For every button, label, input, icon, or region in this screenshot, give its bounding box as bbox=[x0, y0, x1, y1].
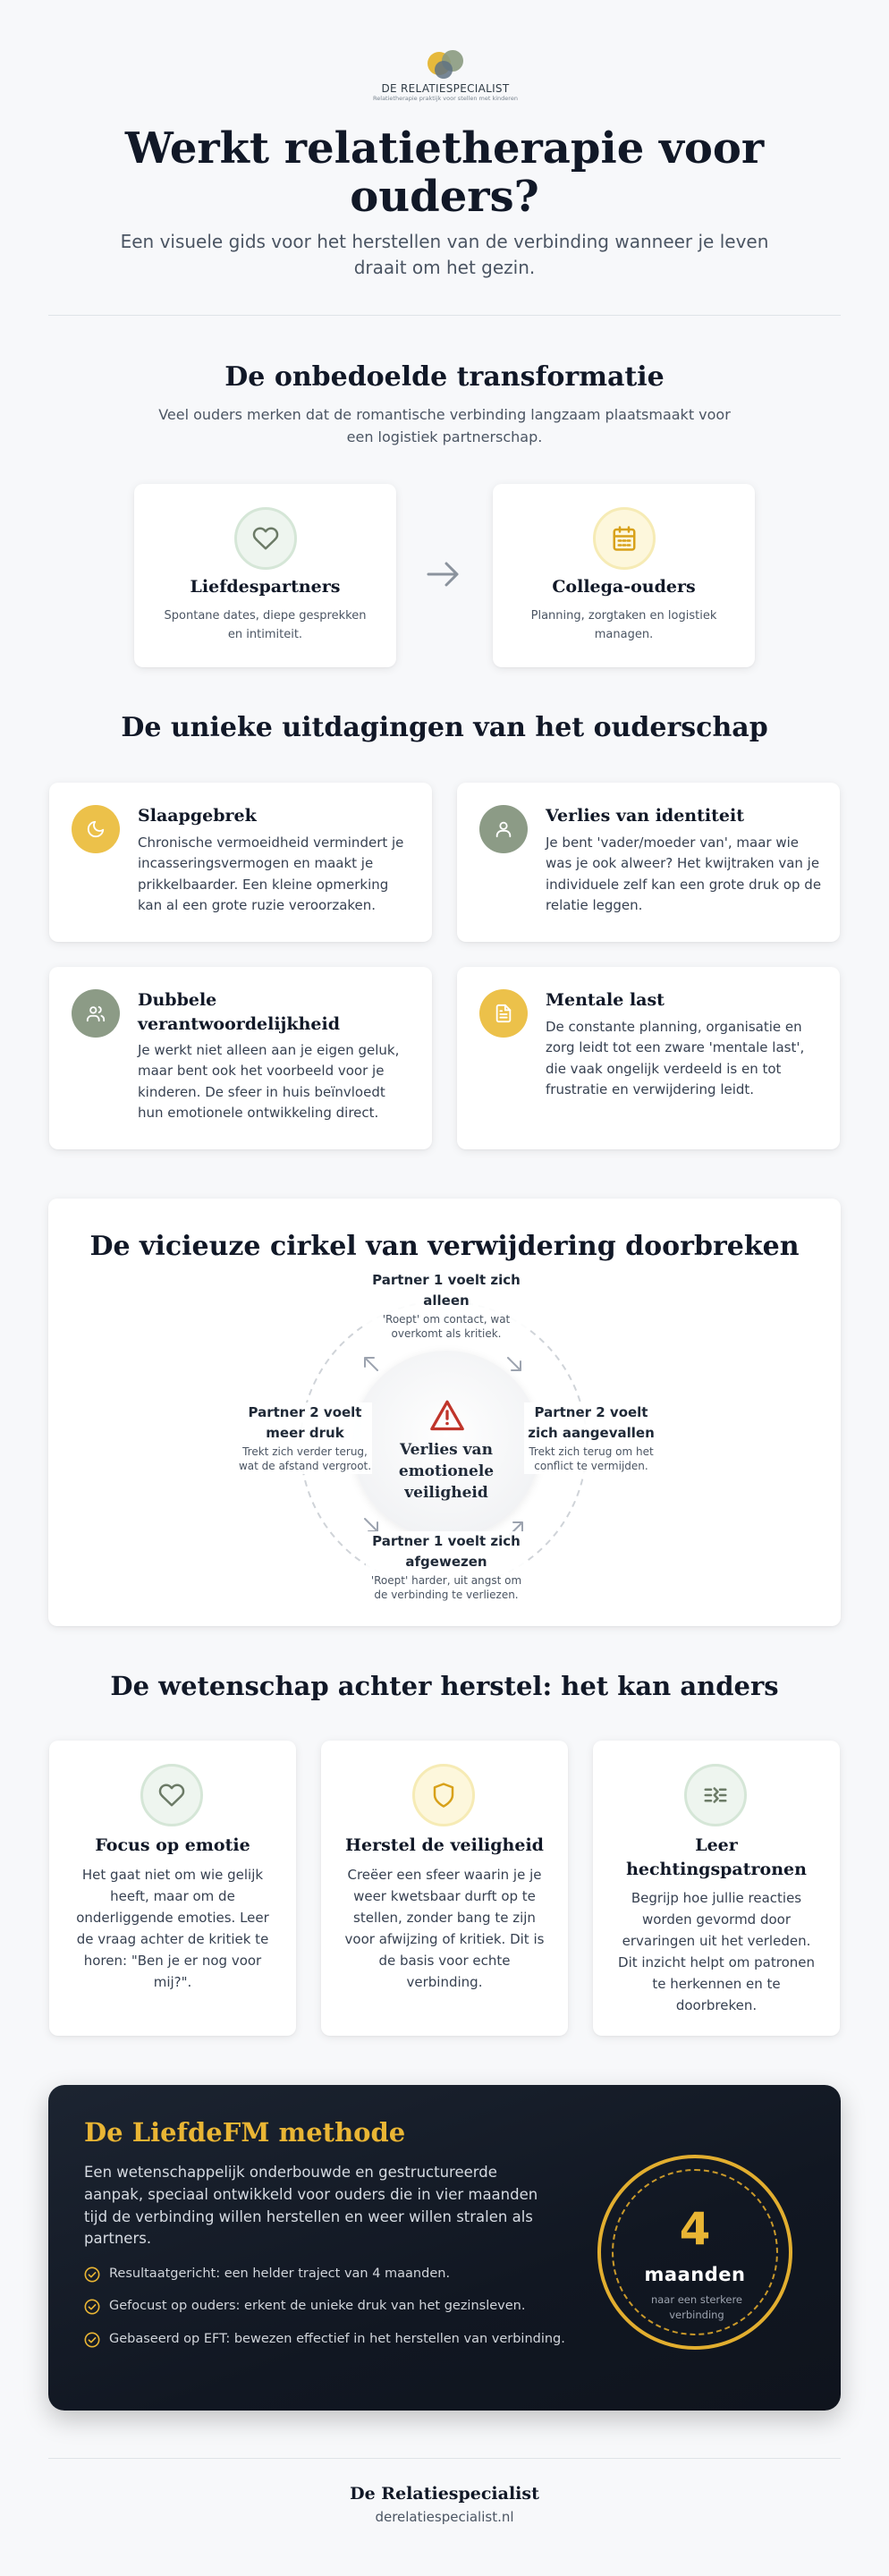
transformation-title: De onbedoelde transformatie bbox=[224, 361, 665, 393]
method-panel bbox=[48, 2085, 841, 2411]
science-card-emotion bbox=[49, 1741, 296, 2036]
method-point bbox=[84, 2264, 585, 2284]
cycle-node-text: Trekt zich terug om het conflict te vermijden. bbox=[529, 1445, 654, 1473]
science-card-title: Herstel de veiligheid bbox=[345, 1835, 544, 1855]
cycle-center-label: Verlies van emotionele veiligheid bbox=[398, 1441, 495, 1502]
card-coparents bbox=[493, 484, 755, 667]
method-point-text: Resultaatgericht: een helder traject van 4 maanden. bbox=[109, 2267, 451, 2281]
method-point bbox=[84, 2329, 585, 2349]
check-circle-icon bbox=[84, 2332, 100, 2348]
badge-number: 4 bbox=[679, 2203, 711, 2255]
cycle-node-alone bbox=[366, 1270, 527, 1342]
method-points bbox=[84, 2264, 585, 2361]
footer-link[interactable]: derelatiespecialist.nl bbox=[375, 2509, 514, 2525]
science-card-safety bbox=[321, 1741, 568, 2036]
cycle-node-text: 'Roept' harder, uit angst om de verbinding te verliezen. bbox=[370, 1573, 522, 1602]
check-circle-icon bbox=[84, 2299, 100, 2315]
cycle-node-text: Trekt zich verder terug, wat de afstand vergroot. bbox=[238, 1445, 372, 1473]
warning-icon bbox=[429, 1399, 465, 1431]
science-card-text: Begrijp hoe jullie reacties worden gevormd door ervaringen uit het verleden. Dit inzicht helpt om patronen te herkennen en te doorbreken. bbox=[618, 1890, 815, 2013]
heart-icon bbox=[140, 1764, 203, 1826]
cycle-arrow-icon bbox=[508, 1358, 521, 1370]
science-card-title: Focus op emotie bbox=[95, 1835, 250, 1855]
cycle-node-title: Partner 2 voelt zich aangevallen bbox=[528, 1404, 655, 1442]
science-card-text: Creëer een sfeer waarin je je weer kwetsbaar durft op te stellen, zonder bang te zijn voor afwijzing of kritiek. Dit is de basis voor echte verbinding. bbox=[344, 1867, 545, 1990]
shield-icon bbox=[412, 1764, 475, 1826]
cycle-arrow-icon bbox=[365, 1519, 377, 1531]
arrow-right-icon bbox=[423, 556, 464, 592]
badge-unit: maanden bbox=[644, 2264, 746, 2285]
moon-icon bbox=[72, 805, 120, 853]
divider bbox=[48, 2458, 841, 2459]
cycle-arrow-icon bbox=[365, 1358, 377, 1370]
cycle-node-title: Partner 1 voelt zich afgewezen bbox=[372, 1533, 521, 1571]
challenge-mental-load bbox=[457, 967, 840, 1149]
card-love-partners bbox=[134, 484, 396, 667]
challenge-title: Mentale last bbox=[546, 990, 665, 1010]
card-title: Collega-ouders bbox=[552, 577, 696, 597]
method-point-text: Gebaseerd op EFT: bewezen effectief in het herstellen van verbinding. bbox=[109, 2331, 565, 2346]
divider bbox=[48, 315, 841, 316]
brand-logo[interactable] bbox=[368, 48, 522, 106]
challenge-title: Dubbele verantwoordelijkheid bbox=[138, 990, 341, 1034]
challenge-title: Verlies van identiteit bbox=[546, 806, 744, 826]
card-text: Spontane dates, diepe gesprekken en intimiteit. bbox=[164, 609, 367, 641]
duration-badge bbox=[597, 2155, 792, 2350]
cycle-card bbox=[48, 1199, 841, 1626]
transformation-subtitle: Veel ouders merken dat de romantische verbinding langzaam plaatsmaakt voor een logistiek partnerschap. bbox=[158, 406, 731, 445]
heart-icon bbox=[234, 507, 297, 570]
users-icon bbox=[72, 989, 120, 1038]
cycle-node-title: Partner 1 voelt zich alleen bbox=[372, 1272, 521, 1309]
challenge-title: Slaapgebrek bbox=[138, 806, 257, 826]
challenge-responsibility bbox=[49, 967, 432, 1149]
science-card-text: Het gaat niet om wie gelijk heeft, maar om de onderliggende emoties. Leer de vraag achter de kritiek te horen: "Ben je er nog voor mij?". bbox=[76, 1867, 269, 1990]
page-title: Werkt relatietherapie voor ouders? bbox=[124, 123, 765, 222]
calendar-icon bbox=[593, 507, 656, 570]
cycle-center bbox=[352, 1351, 540, 1538]
badge-text: naar een sterkere verbinding bbox=[650, 2293, 743, 2322]
method-intro: Een wetenschappelijk onderbouwde en gestructureerde aanpak, speciaal ontwikkeld voor ouders die in vier maanden tijd de verbinding willen herstellen en weer willen stralen als partners. bbox=[84, 2164, 538, 2248]
challenge-text: Je werkt niet alleen aan je eigen geluk, maar bent ook het voorbeeld voor je kinderen. De sfeer in huis beïnvloedt hun emotionele ontwikkeling direct. bbox=[138, 1042, 400, 1121]
document-icon bbox=[479, 989, 528, 1038]
cycle-title: De vicieuze cirkel van verwijdering doorbreken bbox=[89, 1231, 800, 1262]
science-card-attachment bbox=[593, 1741, 840, 2036]
cycle-node-text: 'Roept' om contact, wat overkomt als kritiek. bbox=[382, 1312, 511, 1341]
user-icon bbox=[479, 805, 528, 853]
card-title: Liefdespartners bbox=[190, 577, 341, 597]
cycle-node-rejected bbox=[366, 1531, 527, 1603]
pattern-icon bbox=[684, 1764, 747, 1826]
footer-name: De Relatiespecialist bbox=[350, 2484, 539, 2504]
duration-badge-inner bbox=[612, 2169, 778, 2335]
logo-tagline: Relatietherapie praktijk voor stellen met kinderen bbox=[373, 95, 518, 102]
method-point-text: Gefocust op ouders: erkent de unieke druk van het gezinsleven. bbox=[109, 2299, 526, 2314]
science-title: De wetenschap achter herstel: het kan anders bbox=[110, 1671, 779, 1701]
cycle-node-pressure bbox=[238, 1402, 372, 1474]
challenge-identity bbox=[457, 783, 840, 942]
cycle-node-title: Partner 2 voelt meer druk bbox=[248, 1404, 362, 1442]
logo-mark bbox=[419, 48, 472, 80]
challenge-sleep bbox=[49, 783, 432, 942]
method-title: De LiefdeFM methode bbox=[84, 2117, 406, 2148]
challenges-title: De unieke uitdagingen van het ouderschap bbox=[121, 712, 768, 743]
challenge-text: De constante planning, organisatie en zorg leidt tot een zware 'mentale last', die vaak ongelijk verdeeld is en tot frustratie en verwijdering leidt. bbox=[546, 1019, 805, 1097]
card-text: Planning, zorgtaken en logistiek managen. bbox=[530, 609, 717, 641]
method-point bbox=[84, 2296, 585, 2316]
page-subtitle: Een visuele gids voor het herstellen van de verbinding wanneer je leven draait om het gezin. bbox=[120, 231, 769, 278]
cycle-node-attacked bbox=[524, 1402, 658, 1474]
challenge-text: Chronische vermoeidheid vermindert je incasseringsvermogen en maakt je prikkelbaarder. Een kleine opmerking kan al een grote ruzie veroorzaken. bbox=[138, 835, 404, 913]
challenge-text: Je bent 'vader/moeder van', maar wie was je ook alweer? Het kwijtraken van je individuele zelf kan een grote druk op de relatie leggen. bbox=[546, 835, 822, 913]
logo-name: DE RELATIESPECIALIST bbox=[381, 82, 510, 95]
check-circle-icon bbox=[84, 2267, 100, 2283]
science-card-title: Leer hechtingspatronen bbox=[626, 1835, 807, 1879]
